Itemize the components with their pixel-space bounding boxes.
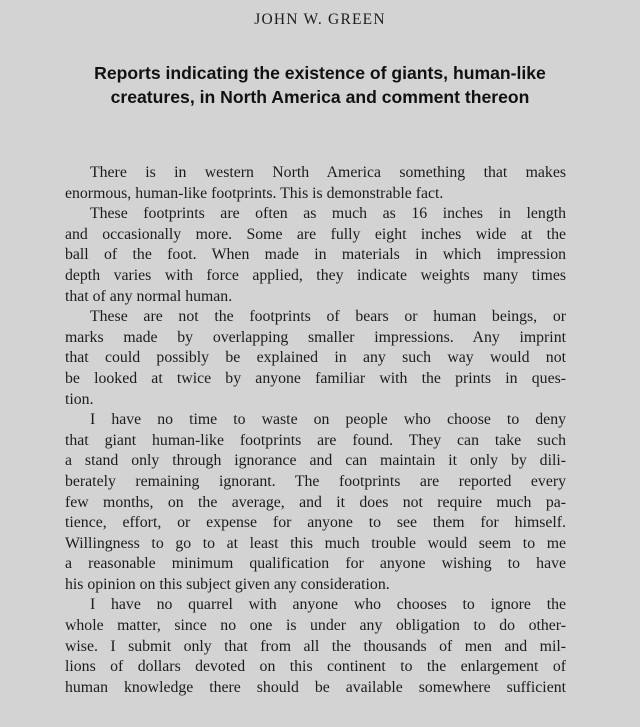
- body-line: that could possibly be explained in any such way would not: [65, 349, 566, 367]
- body-line: and occasionally more. Some are fully eight inches wide at the: [65, 225, 566, 243]
- body-line: tience, effort, or expense for anyone to see them for himself.: [65, 514, 566, 532]
- body-line: ball of the foot. When made in materials in which impression: [65, 246, 566, 264]
- body-line: whole matter, since no one is under any obligation to do other-: [65, 617, 566, 635]
- body-line: berately remaining ignorant. The footprints are reported every: [65, 472, 566, 490]
- body-line: There is in western North America something that makes: [90, 164, 566, 181]
- body-line: depth varies with force applied, they indicate weights many times: [65, 266, 566, 284]
- body-line: be looked at twice by anyone familiar with the prints in ques-: [65, 369, 566, 387]
- body-line: few months, on the average, and it does not require much pa-: [65, 493, 566, 511]
- article-title-line: creatures, in North America and comment thereon: [110, 87, 530, 107]
- running-header-author: JOHN W. GREEN: [254, 11, 386, 28]
- article-body: [65, 163, 566, 698]
- body-line: I have no quarrel with anyone who chooses to ignore the: [90, 596, 566, 614]
- body-line: marks made by overlapping smaller impressions. Any imprint: [65, 328, 566, 346]
- body-line: tion.: [65, 390, 94, 408]
- body-line: his opinion on this subject given any consideration.: [65, 575, 390, 593]
- body-line: I have no time to waste on people who choose to deny: [90, 411, 566, 429]
- body-line: a stand only through ignorance and can maintain it only by dili-: [65, 452, 566, 470]
- body-line: that of any normal human.: [65, 287, 233, 305]
- article-title: [40, 61, 600, 109]
- body-line: human knowledge there should be available somewhere sufficient: [65, 678, 566, 696]
- body-line: a reasonable minimum qualification for anyone wishing to have: [65, 555, 566, 573]
- body-line: wise. I submit only that from all the thousands of men and mil-: [65, 637, 566, 655]
- body-line: These footprints are often as much as 16 inches in length: [90, 205, 566, 223]
- body-line: that giant human-like footprints are found. They can take such: [65, 431, 566, 449]
- body-line: lions of dollars devoted on this continent to the enlargement of: [65, 658, 566, 676]
- body-line: enormous, human-like footprints. This is demonstrable fact.: [65, 184, 444, 202]
- body-line: These are not the footprints of bears or human beings, or: [90, 308, 566, 326]
- article-title-line: Reports indicating the existence of giants, human-like: [94, 63, 546, 83]
- body-line: Willingness to go to at least this much trouble would seem to me: [65, 534, 566, 552]
